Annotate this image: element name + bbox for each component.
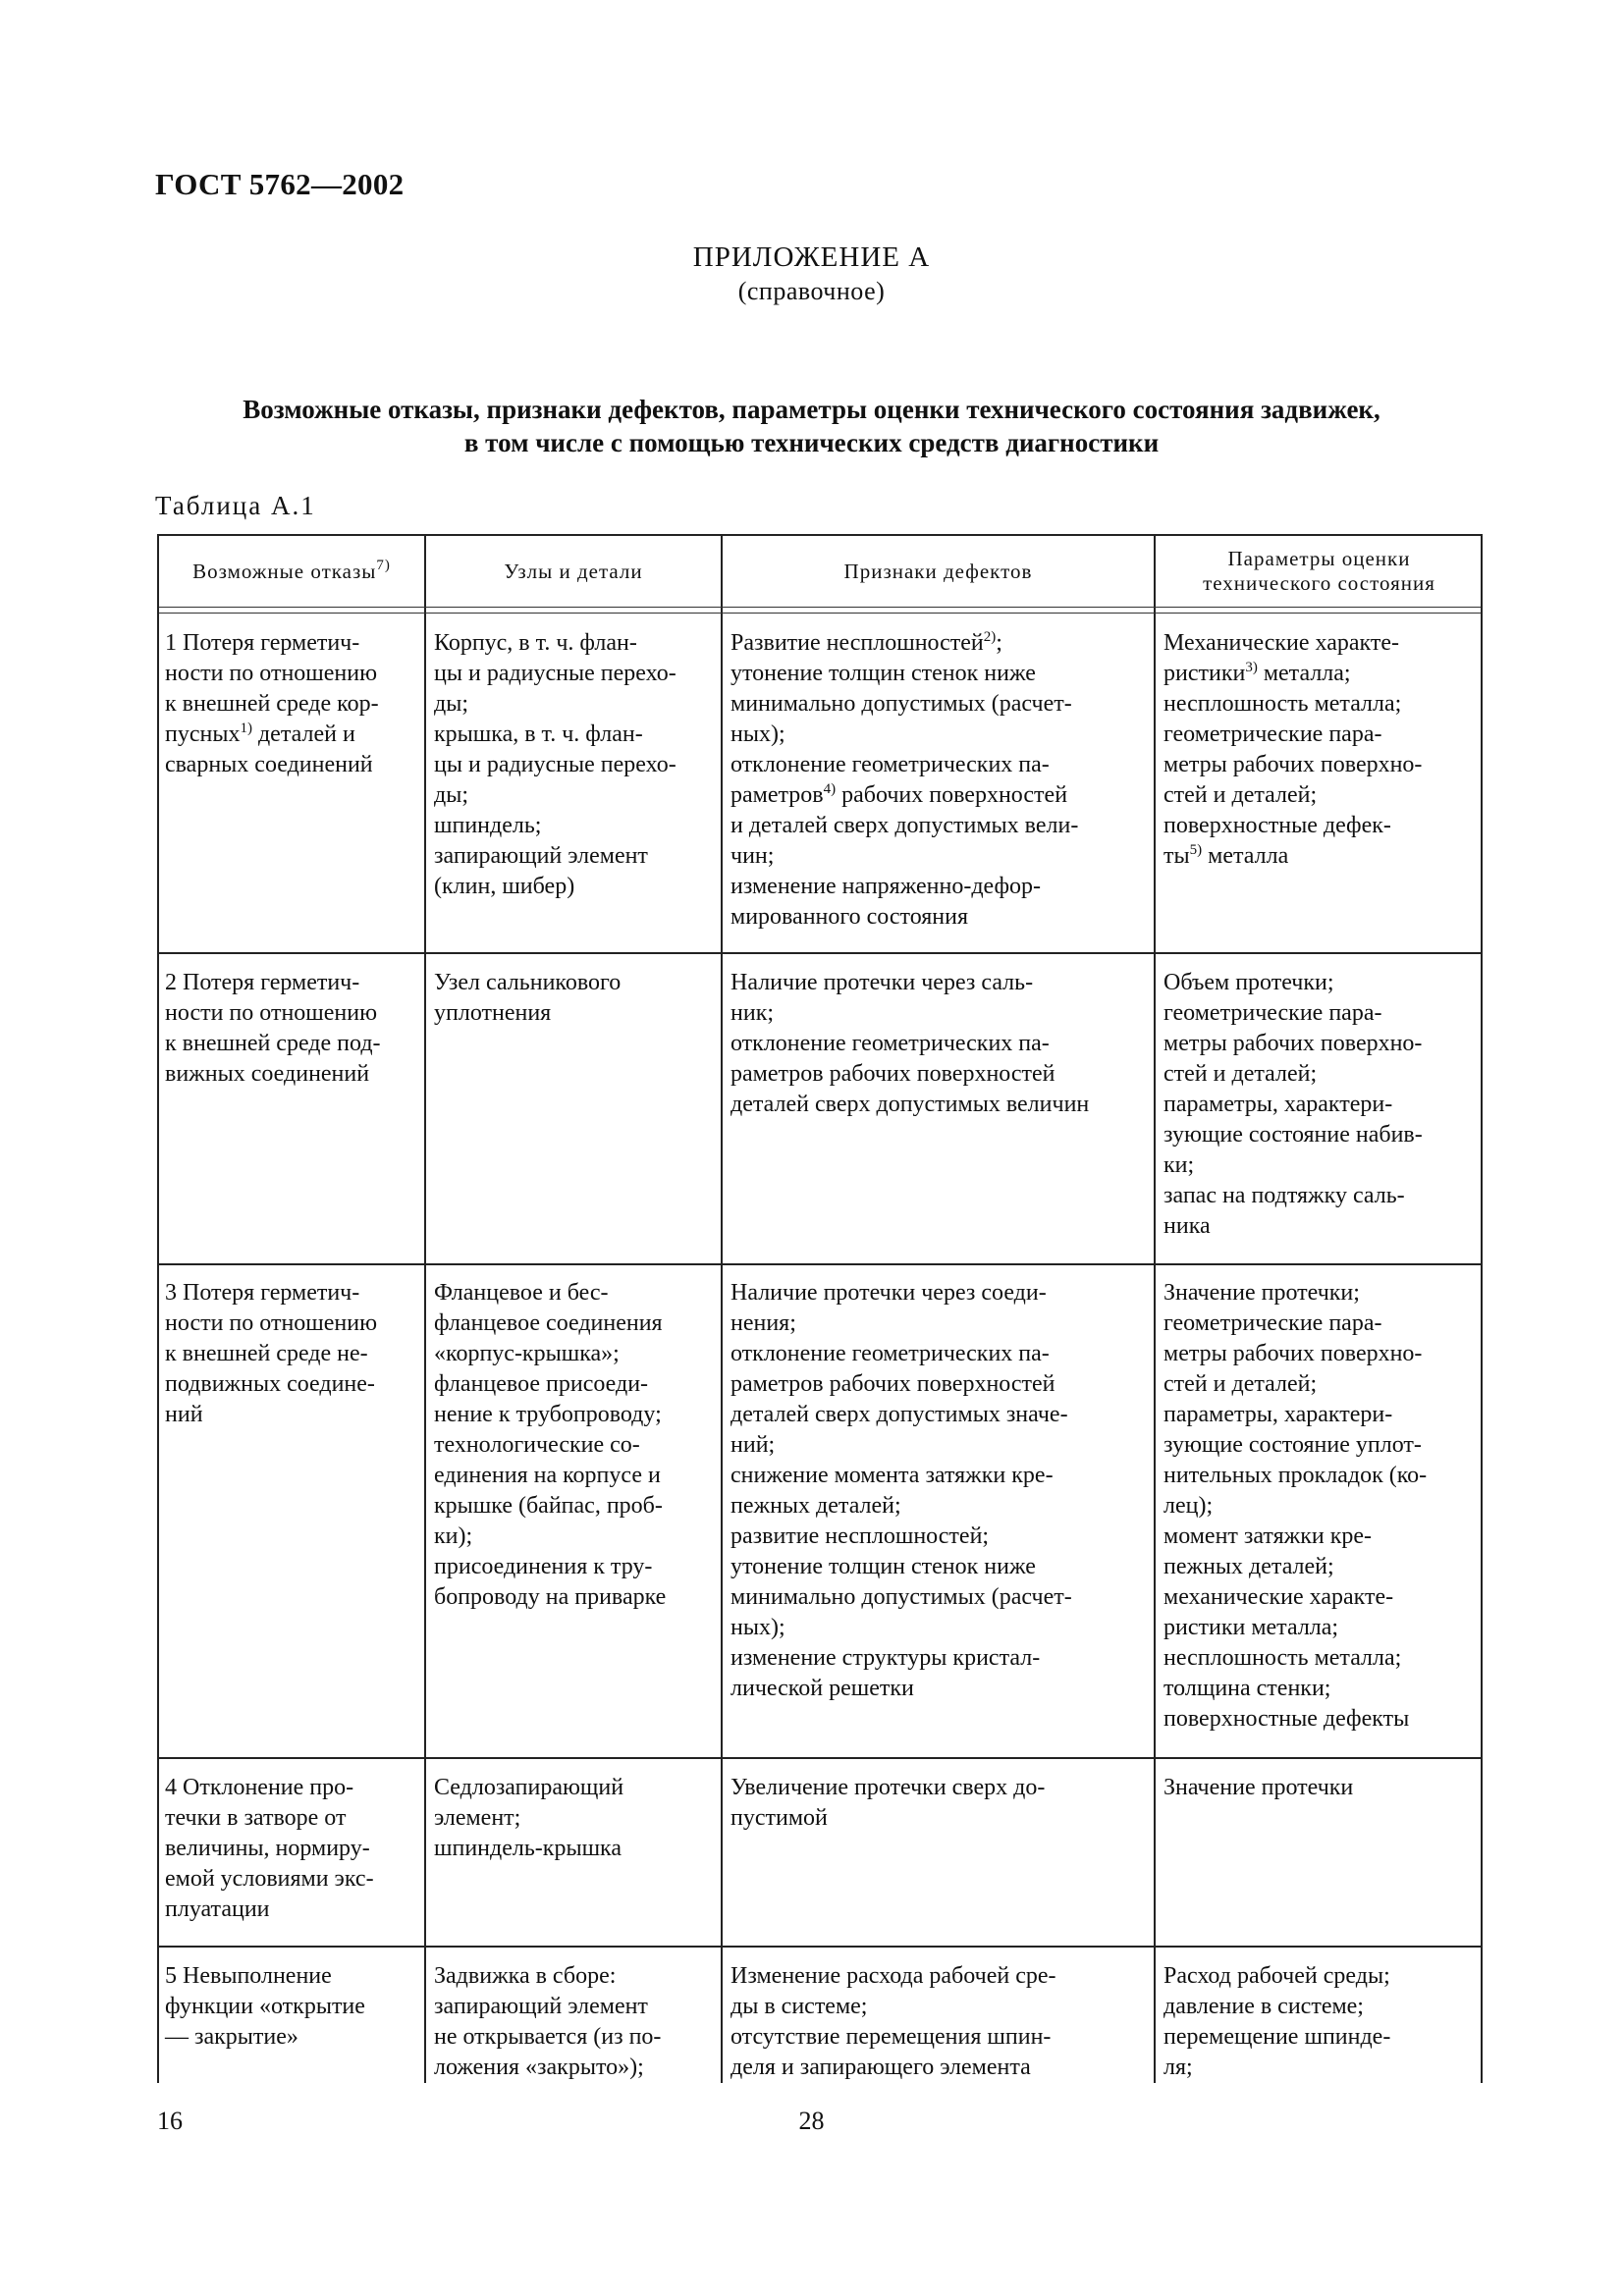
header-params: Параметры оценки технического состояния	[1203, 547, 1435, 595]
page-number-left: 16	[157, 2107, 183, 2135]
header-failures-label: Возможные отказы	[192, 559, 377, 583]
row-4-parts: Седлозапирающий элемент; шпиндель-крышка	[434, 1775, 624, 1861]
failures-table	[157, 534, 1483, 2083]
column-divider	[1154, 536, 1156, 2083]
row-2-signs: Наличие протечки через саль- ник; отклонение геометрических па- раметров рабочих поверхностей деталей сверх допустимых величин	[730, 970, 1090, 1117]
row-2-parts: Узел сальникового уплотнения	[434, 970, 622, 1026]
document-code: ГОСТ 5762—2002	[155, 167, 405, 201]
appendix-title: ПРИЛОЖЕНИЕ А	[692, 241, 931, 273]
column-divider	[424, 536, 426, 2083]
column-divider	[721, 536, 723, 2083]
appendix-type: (справочное)	[737, 277, 886, 305]
row-3-signs: Наличие протечки через соеди- нения; отклонение геометрических па- раметров рабочих поверхностей деталей сверх допустимых значе- ний; снижение момента затяжки кре- пежных деталей; развитие несплошностей; утонение толщин стенок ниже минимально допустимых (расчет- ных); изменение структуры кристал- лической решетки	[730, 1280, 1072, 1701]
row-2-params: Объем протечки; геометрические пара- метры рабочих поверхно- стей и деталей; параметры, характери- зующие состояние набив- ки; запас на подтяжку саль- ника	[1163, 970, 1423, 1239]
row-1-signs: Развитие несплошностей$^{2)}$; утонение толщин стенок ниже минимально допустимых (расчет- ных); отклонение геометрических па- раметров$^{4)}$ рабочих поверхностей и деталей сверх допустимых вели- чин; изменение напряженно-дефор- мированного состояния	[730, 629, 1079, 930]
header-parts: Узлы и детали	[504, 559, 643, 583]
row-5-parts: Задвижка в сборе: запирающий элемент не открывается (из по- ложения «закрыто»);	[434, 1963, 662, 2080]
main-title-line-2: в том числе с помощью технических средств диагностики	[463, 428, 1160, 457]
row-3-failure: 3 Потеря герметич- ности по отношению к внешней среде не- подвижных соедине- ний	[165, 1280, 378, 1427]
header-signs: Признаки дефектов	[843, 559, 1033, 583]
row-5-failure: 5 Невыполнение функции «открытие — закрытие»	[165, 1963, 365, 2050]
row-5-signs: Изменение расхода рабочей сре- ды в системе; отсутствие перемещения шпин- деля и запирающего элемента	[730, 1963, 1056, 2080]
header-failures	[159, 536, 424, 607]
footnote-ref: 1)	[240, 721, 252, 736]
header-rule	[159, 607, 1481, 608]
footnote-ref: 4)	[823, 781, 837, 797]
footnote-ref: 3)	[1245, 660, 1258, 675]
row-4-params: Значение протечки	[1163, 1775, 1354, 1800]
row-4-failure: 4 Отклонение про- течки в затворе от величины, нормиру- емой условиями экс- плуатации	[165, 1775, 374, 1922]
footnote-ref: 7)	[376, 557, 391, 573]
table-label: Таблица А.1	[155, 491, 316, 520]
row-3-parts: Фланцевое и бес- фланцевое соединения «корпус-крышка»; фланцевое присоеди- нение к трубопроводу; технологические со- единения на корпусе и крышке (байпас, проб- ки); присоединения к тру- бопроводу на приварке	[434, 1280, 667, 1610]
row-divider	[159, 1946, 1481, 1948]
footnote-ref: 2)	[983, 629, 997, 645]
row-divider	[159, 1757, 1481, 1759]
row-1-failure: 1 Потеря герметич- ности по отношению к внешней среде кор- пусных$^{1)}$ деталей и сварных соединений	[165, 630, 379, 777]
footnote-ref: 5)	[1189, 842, 1203, 858]
header-rule	[159, 613, 1481, 614]
row-4-signs: Увеличение протечки сверх до- пустимой	[730, 1775, 1046, 1831]
main-title	[0, 393, 1623, 459]
row-divider	[159, 1263, 1481, 1265]
row-1-parts: Корпус, в т. ч. флан- цы и радиусные перехо- ды; крышка, в т. ч. флан- цы и радиусные перехо- ды; шпиндель; запирающий элемент (клин, шибер)	[434, 630, 676, 899]
row-3-params: Значение протечки; геометрические пара- метры рабочих поверхно- стей и деталей; параметры, характери- зующие состояние уплот- нительных прокладок (ко- лец); момент затяжки кре- пежных деталей; механические характе- ристики металла; несплошность металла; толщина стенки; поверхностные дефекты	[1163, 1280, 1428, 1732]
page-number-center: 28	[798, 2107, 825, 2135]
row-5-params: Расход рабочей среды; давление в системе; перемещение шпинде- ля;	[1163, 1963, 1391, 2080]
main-title-line-1: Возможные отказы, признаки дефектов, параметры оценки технического состояния задвижек,	[243, 395, 1380, 424]
row-divider	[159, 952, 1481, 954]
row-1-params: Механические характе- ристики$^{3)}$ металла; несплошность металла; геометрические пара- метры рабочих поверхно- стей и деталей; поверхностные дефек- $ты^{5)}$ металла	[1163, 630, 1423, 869]
row-2-failure: 2 Потеря герметич- ности по отношению к внешней среде под- вижных соединений	[165, 970, 381, 1087]
